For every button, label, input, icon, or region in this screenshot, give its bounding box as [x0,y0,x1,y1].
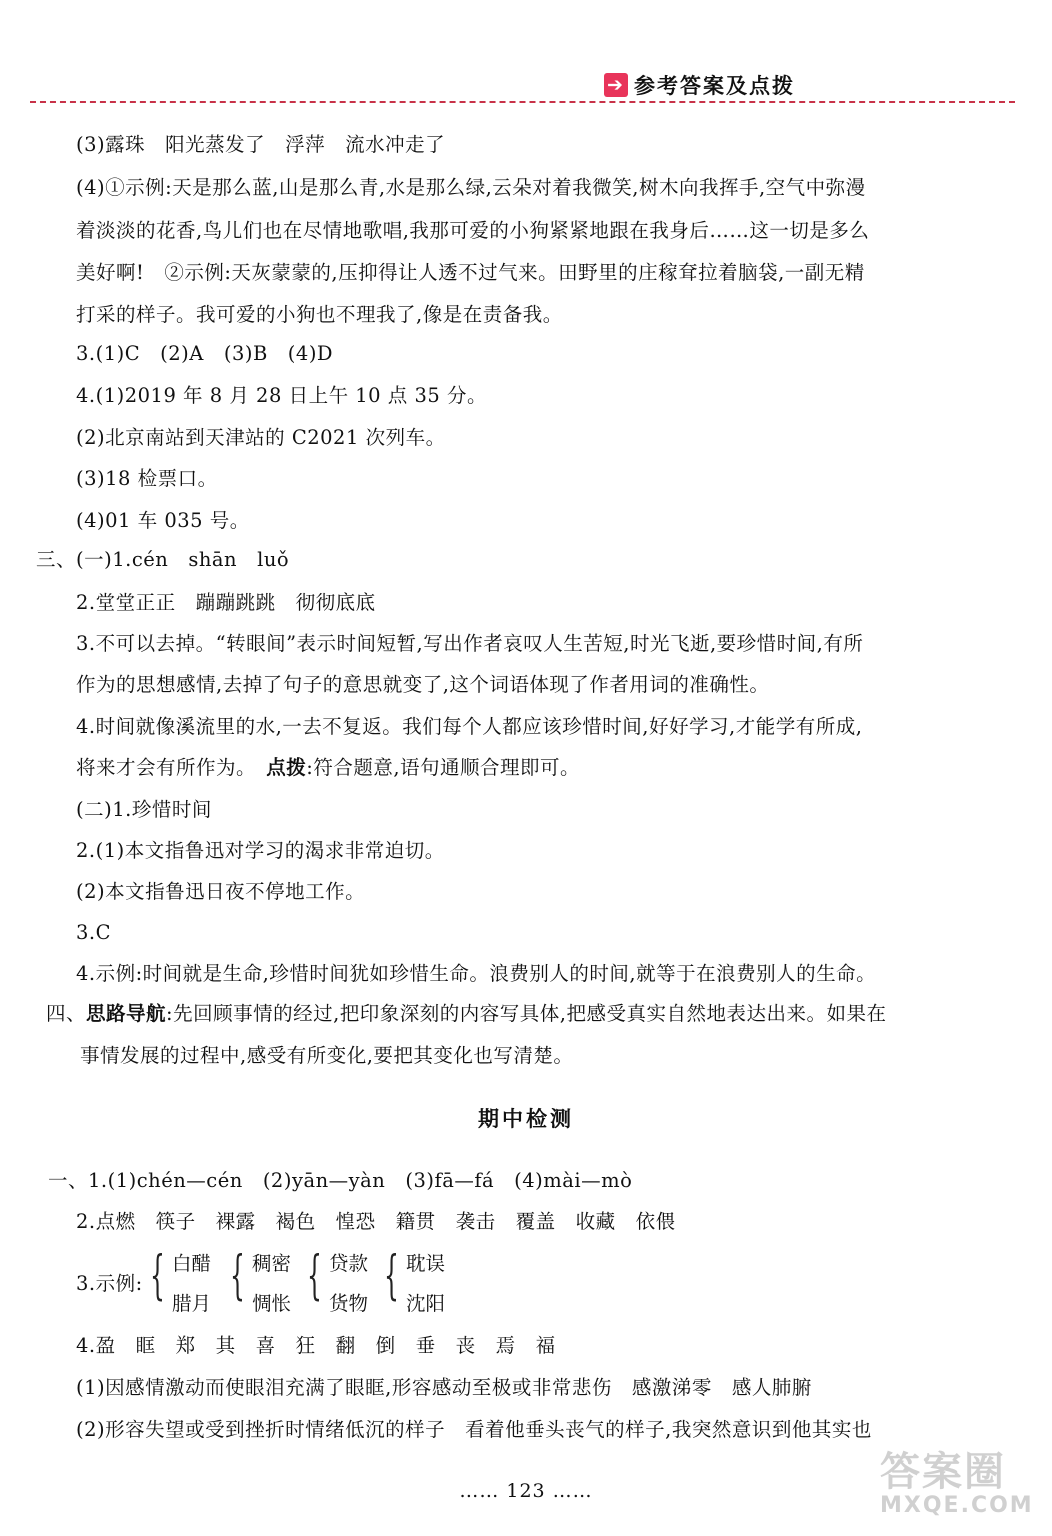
word-bottom: 腊月 [172,1292,212,1315]
answer-line: 事情发展的过程中,感受有所变化,要把其变化也写清楚。 [80,1044,574,1067]
word-top: 稠密 [252,1252,292,1275]
answer-line: (二)1.珍惜时间 [76,798,212,821]
answer-line: (2)本文指鲁迅日夜不停地工作。 [76,880,366,903]
answer-text: 将来才会有所作为。 [76,756,267,779]
left-brace: { [384,1246,399,1306]
answer-line: 2.(1)本文指鲁迅对学习的渴求非常迫切。 [76,839,445,862]
word-top: 贷款 [329,1252,369,1275]
word-bottom: 沈阳 [406,1292,446,1315]
answer-text: :先回顾事情的经过,把印象深刻的内容写具体,把感受真实自然地表达出来。如果在 [166,1002,887,1025]
left-brace: { [230,1246,245,1306]
answer-line: 4.(1)2019 年 8 月 28 日上午 10 点 35 分。 [76,384,487,407]
answer-text: :符合题意,语句通顺合理即可。 [306,756,581,779]
answer-line: 作为的思想感情,去掉了句子的意思就变了,这个词语体现了作者用词的准确性。 [76,673,770,696]
answer-line: 4.盈 眶 郑 其 喜 狂 翻 倒 垂 丧 焉 福 [76,1334,556,1357]
answer-line: 美好啊! ②示例:天灰蒙蒙的,压抑得让人透不过气来。田野里的庄稼耷拉着脑袋,一副无精 [76,261,865,284]
answer-line [46,1000,887,1028]
answer-line: 着淡淡的花香,鸟儿们也在尽情地歌唱,我那可爱的小狗紧紧地跟在我身后……这一切是多么 [76,219,870,242]
tip-label: 点拨 [266,756,307,779]
header-title-text: 参考答案及点拨 [634,74,795,98]
arrow-right-icon: ➔ [604,73,628,97]
answer-line: 2.堂堂正正 蹦蹦跳跳 彻彻底底 [76,591,376,614]
answer-line: 3.C [76,921,112,944]
answer-line: 一、1.(1)chén—cén (2)yān—yàn (3)fā—fá (4)mài—mò [48,1169,633,1192]
left-brace: { [150,1246,165,1306]
watermark-top: 答案圈 [880,1449,1006,1495]
answer-line: 4.时间就像溪流里的水,一去不复返。我们每个人都应该珍惜时间,好好学习,才能学有所成, [76,715,863,738]
answer-line: 2.点燃 筷子 裸露 褐色 惶恐 籍贯 袭击 覆盖 收藏 依偎 [76,1210,676,1233]
word-top: 耽误 [406,1252,446,1275]
answer-line: (2)形容失望或受到挫折时情绪低沉的样子 看着他垂头丧气的样子,我突然意识到他其实也 [76,1418,872,1441]
watermark-bottom: MXQE.COM [880,1493,1034,1518]
answer-line: (3)18 检票口。 [76,467,218,490]
answer-line: (3)露珠 阳光蒸发了 浮萍 流水冲走了 [76,133,446,156]
watermark-logo [880,1440,1040,1530]
page-number: …… 123 …… [459,1480,593,1502]
answer-text: 四、 [46,1002,87,1025]
left-brace: { [307,1246,322,1306]
word-bottom: 货物 [329,1292,369,1315]
guide-label: 思路导航 [86,1002,167,1025]
header-divider [30,101,1015,103]
answer-line: (2)北京南站到天津站的 C2021 次列车。 [76,426,446,449]
answer-line: (4)01 车 035 号。 [76,509,250,532]
header-title [604,70,795,100]
answer-line: (1)因感情激动而使眼泪充满了眼眶,形容感动至极或非常悲伤 感激涕零 感人肺腑 [76,1376,812,1399]
word-bottom: 惆怅 [252,1292,292,1315]
answer-line: 4.示例:时间就是生命,珍惜时间犹如珍惜生命。浪费别人的时间,就等于在浪费别人的生命。 [76,962,877,985]
answer-line: 3.不可以去掉。“转眼间”表示时间短暂,写出作者哀叹人生苦短,时光飞逝,要珍惜时间,有所 [76,632,864,655]
answer-line: (4)①示例:天是那么蓝,山是那么青,水是那么绿,云朵对着我微笑,树木向我挥手,空气中弥漫 [76,176,866,199]
answer-line: 三、(一)1.cén shān luǒ [36,548,290,571]
answer-line [76,754,580,782]
section-title: 期中检测 [478,1107,574,1131]
answer-line: 3.(1)C (2)A (3)B (4)D [76,342,334,365]
answer-line: 打采的样子。我可爱的小狗也不理我了,像是在责备我。 [76,303,563,326]
word-top: 白醋 [172,1252,212,1275]
answer-line: 3.示例: [76,1272,143,1295]
